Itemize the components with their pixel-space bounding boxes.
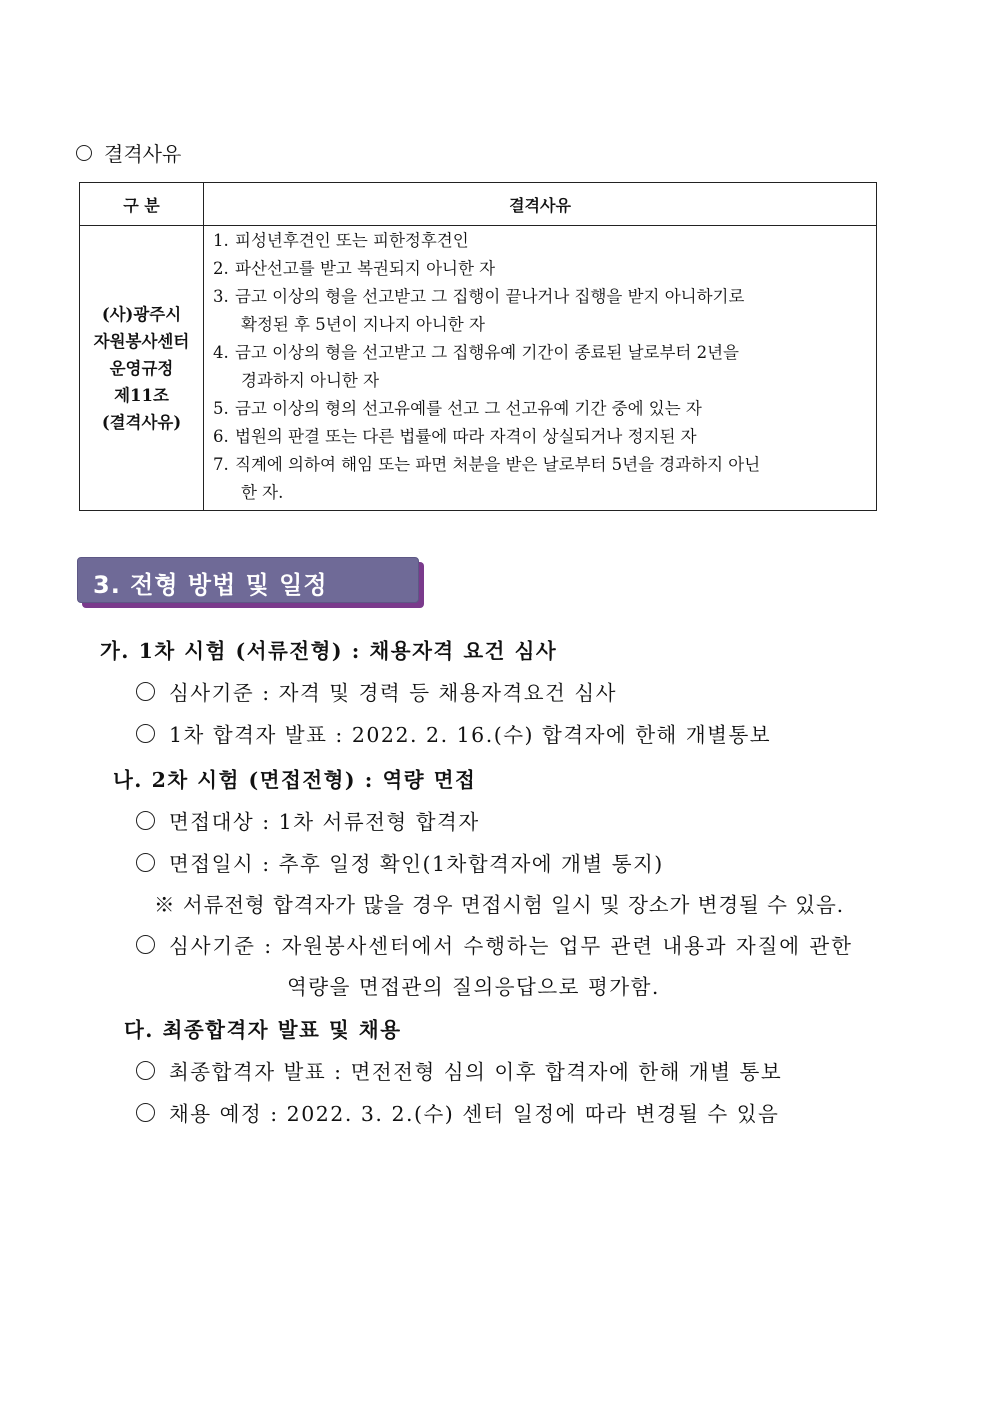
item-line: 파산선고를 받고 복권되지 아니한 자: [235, 259, 496, 278]
circle-bullet-icon: [136, 1061, 155, 1080]
item-text: [235, 395, 868, 423]
item-line: 금고 이상의 형의 선고유예를 선고 그 선고유예 기간 중에 있는 자: [235, 399, 702, 418]
list-item: [136, 718, 771, 748]
item-text: [235, 339, 868, 395]
item-text: [235, 423, 868, 451]
list-item: [136, 1055, 782, 1085]
circle-bullet-icon: [136, 724, 155, 743]
note-text: ※ 서류전형 합격자가 많을 경우 면접시험 일시 및 장소가 변경될 수 있음.: [154, 893, 845, 917]
row-label-line: 제11조: [114, 385, 169, 405]
subsection-b-title: 나. 2차 시험 (면접전형) : 역량 면접: [113, 768, 477, 792]
item-line: 금고 이상의 형을 선고받고 그 집행유예 기간이 종료된 날로부터 2년을: [235, 343, 739, 362]
disqualification-table: [79, 182, 877, 511]
disqualification-list: [204, 226, 877, 511]
item-number: 2.: [213, 259, 229, 278]
item-line: 금고 이상의 형을 선고받고 그 집행이 끝나거나 집행을 받지 아니하기로: [235, 287, 745, 306]
section-title: 3. 전형 방법 및 일정: [93, 571, 328, 599]
list-item: [136, 805, 480, 835]
item-text: [235, 255, 868, 283]
item-text: 심사기준 : 자원봉사센터에서 수행하는 업무 관련 내용과 자질에 관한: [169, 934, 853, 958]
subsection-c-title: 다. 최종합격자 발표 및 채용: [124, 1018, 402, 1042]
list-item: [213, 395, 868, 423]
item-text: [235, 451, 868, 507]
item-text: 면접대상 : 1차 서류전형 합격자: [169, 810, 480, 834]
row-label-line: 운영규정: [109, 358, 174, 378]
list-item: [213, 423, 868, 451]
circle-bullet-icon: [136, 853, 155, 872]
item-line: 확정된 후 5년이 지나지 아니한 자: [241, 315, 485, 334]
table-row-label: [80, 226, 204, 511]
list-item: [213, 283, 868, 339]
circle-bullet-icon: [136, 682, 155, 701]
item-text-continuation: 역량을 면접관의 질의응답으로 평가함.: [287, 975, 660, 999]
list-item: [213, 339, 868, 395]
item-line: 한 자.: [241, 483, 284, 502]
table-header-reasons: 결격사유: [204, 183, 877, 226]
item-text: [235, 283, 868, 339]
table-header-category: 구 분: [80, 183, 204, 226]
item-line: 법원의 판결 또는 다른 법률에 따라 자격이 상실되거나 정지된 자: [235, 427, 697, 446]
circle-bullet-icon: [136, 811, 155, 830]
item-number: 4.: [213, 343, 229, 362]
item-line: 피성년후견인 또는 피한정후견인: [235, 231, 469, 250]
list-item: [136, 676, 617, 706]
item-text: 1차 합격자 발표 : 2022. 2. 16.(수) 합격자에 한해 개별통보: [169, 723, 772, 747]
item-line: 경과하지 아니한 자: [241, 371, 380, 390]
disqualification-heading: [76, 138, 181, 167]
item-line: 직계에 의하여 해임 또는 파면 처분을 받은 날로부터 5년을 경과하지 아닌: [235, 455, 761, 474]
list-item: [136, 929, 853, 959]
list-item: [213, 451, 868, 507]
list-item: [213, 227, 868, 255]
item-text: [235, 227, 868, 255]
item-number: 7.: [213, 455, 229, 474]
item-number: 5.: [213, 399, 229, 418]
row-label-line: (사)광주시: [101, 304, 182, 324]
item-number: 3.: [213, 287, 229, 306]
list-item: [136, 1097, 779, 1127]
circle-bullet-icon: [136, 935, 155, 954]
item-text: 면접일시 : 추후 일정 확인(1차합격자에 개별 통지): [169, 852, 664, 876]
circle-bullet-icon: [136, 1103, 155, 1122]
row-label-line: (결격사유): [101, 412, 182, 432]
disqualification-heading-text: 결격사유: [104, 142, 182, 166]
item-text: 채용 예정 : 2022. 3. 2.(수) 센터 일정에 따라 변경될 수 있음: [169, 1102, 780, 1126]
item-text: 심사기준 : 자격 및 경력 등 채용자격요건 심사: [169, 681, 617, 705]
item-text: 최종합격자 발표 : 면전전형 심의 이후 합격자에 한해 개별 통보: [169, 1060, 783, 1084]
list-item: [136, 847, 664, 877]
row-label-line: 자원봉사센터: [93, 331, 190, 351]
circle-bullet-icon: [76, 145, 92, 161]
item-number: 6.: [213, 427, 229, 446]
list-item: [213, 255, 868, 283]
section-banner: [77, 557, 419, 603]
item-number: 1.: [213, 231, 229, 250]
subsection-a-title: 가. 1차 시험 (서류전형) : 채용자격 요건 심사: [100, 639, 558, 663]
